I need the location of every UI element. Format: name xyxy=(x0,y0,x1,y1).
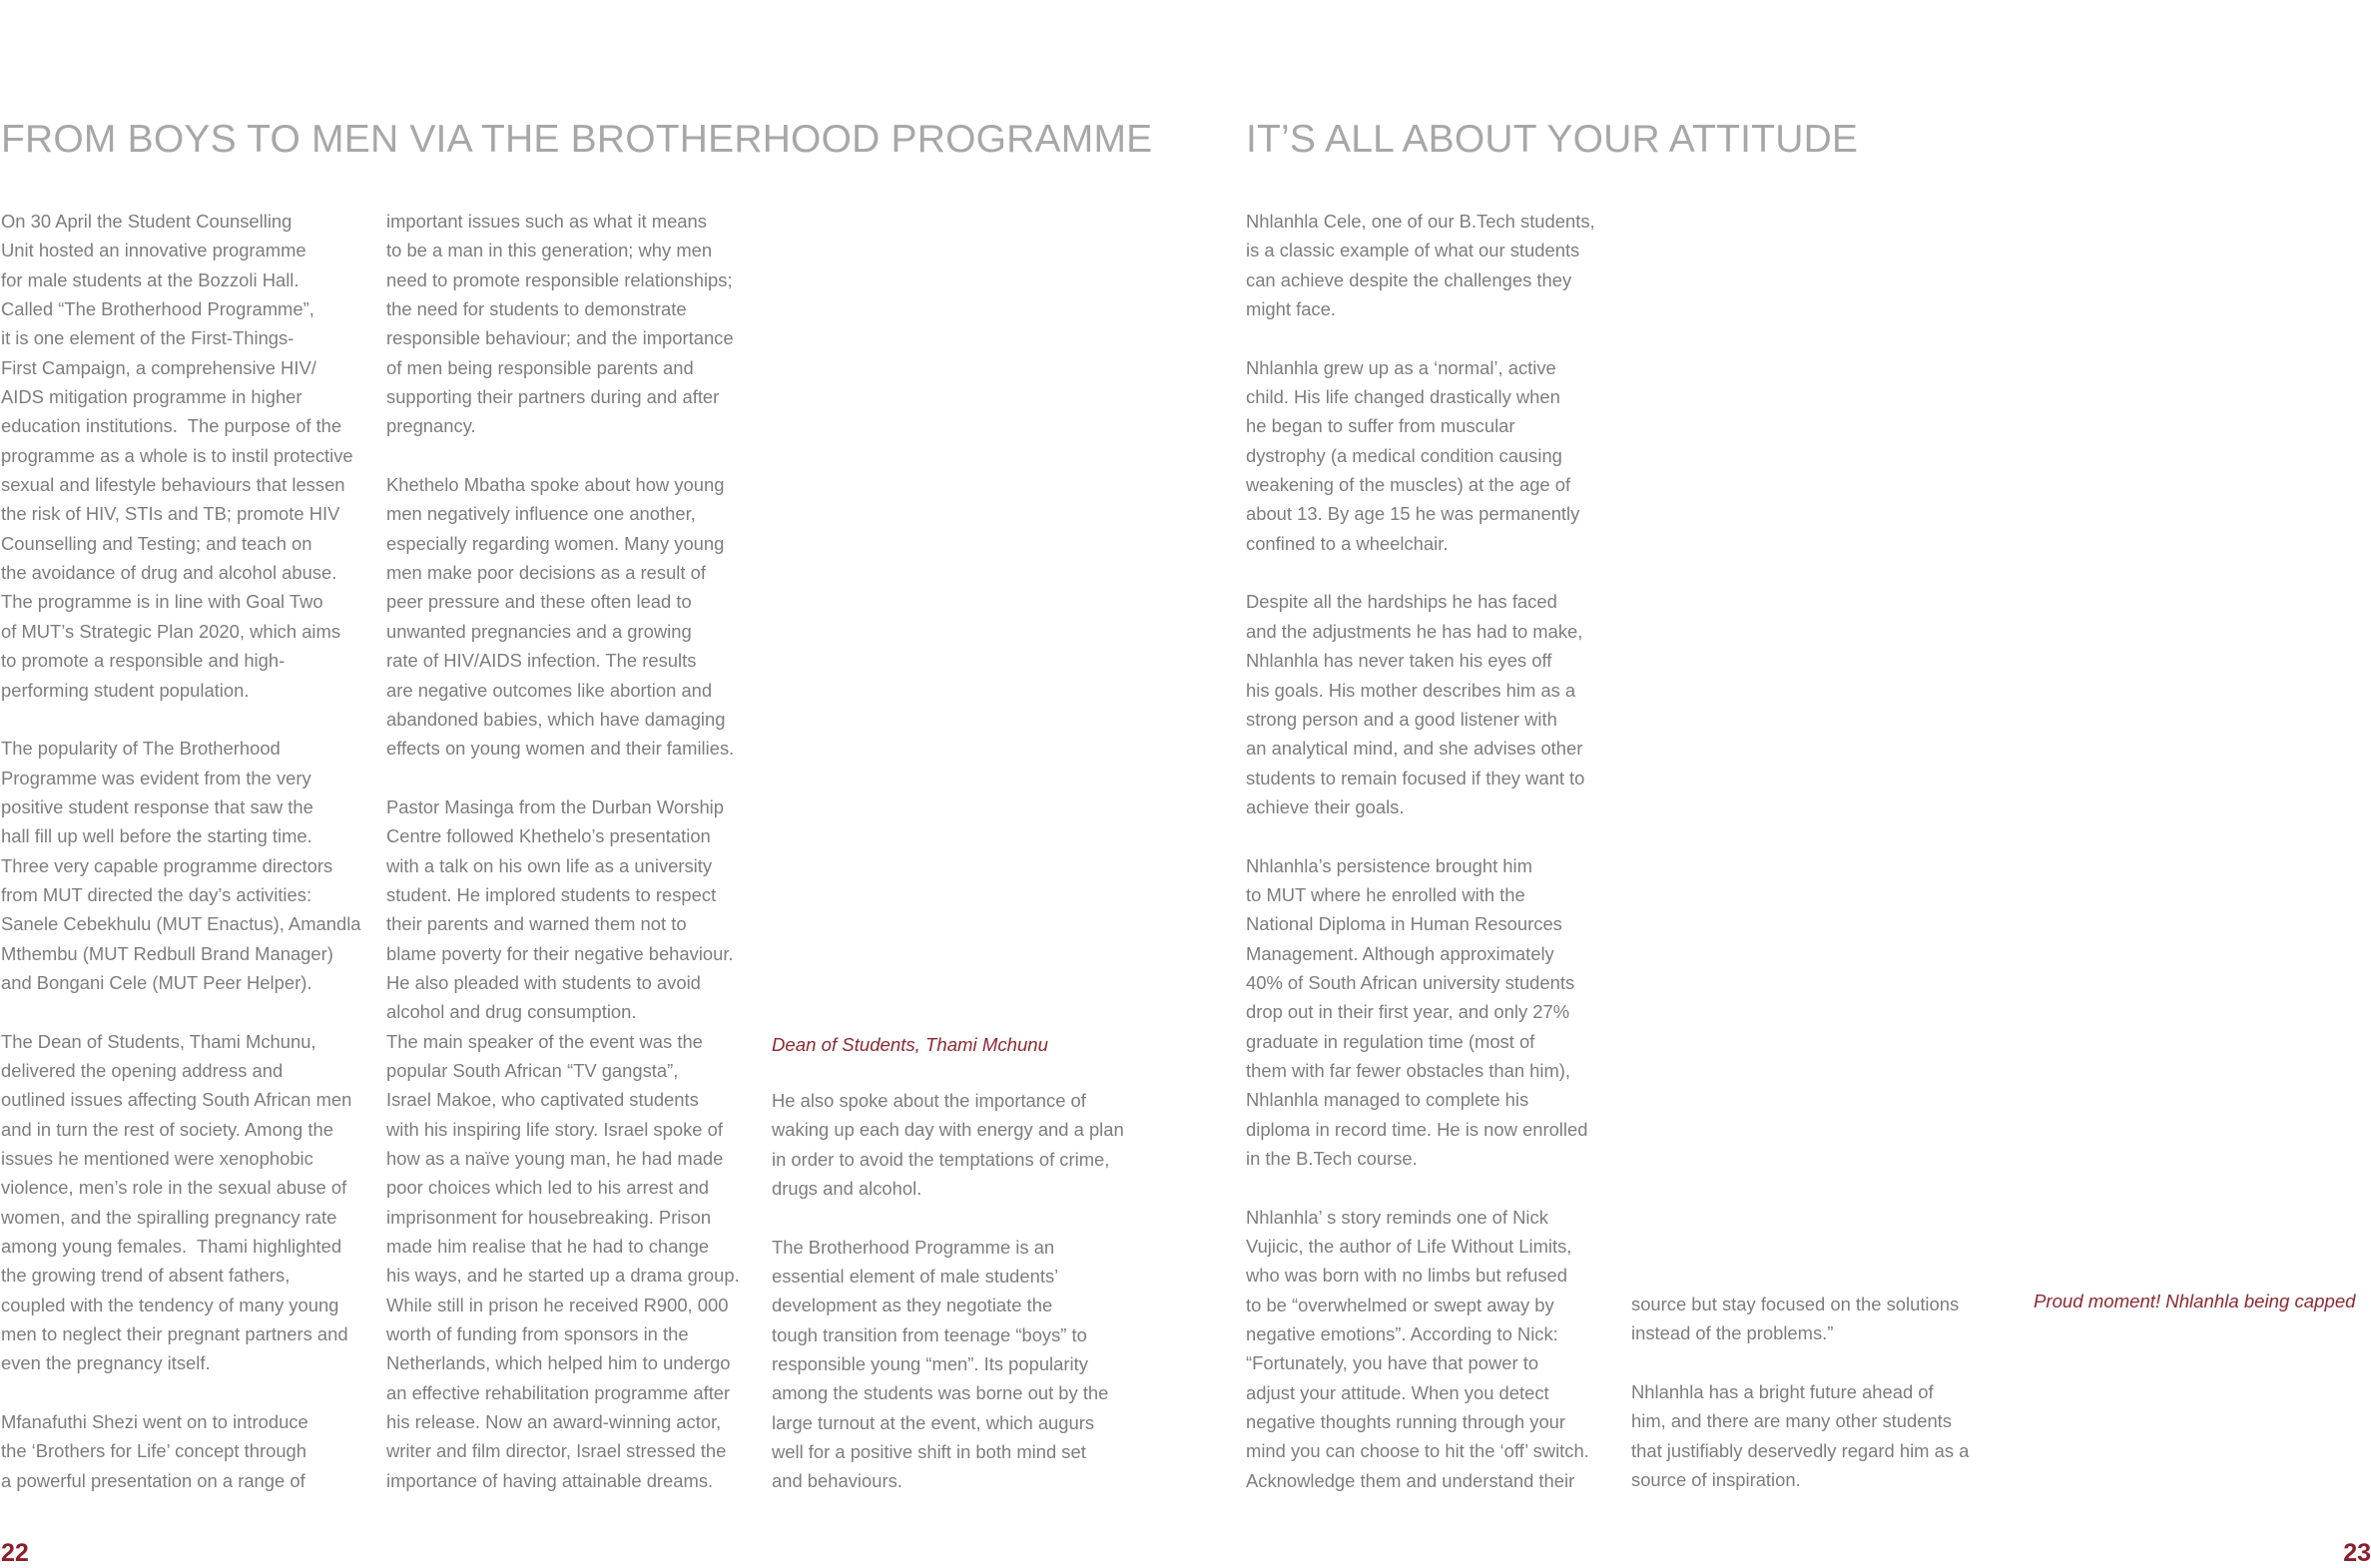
right-page-headline: IT’S ALL ABOUT YOUR ATTITUDE xyxy=(1246,118,1859,161)
left-article-column-1: On 30 April the Student Counselling Unit hosted an innovative programme for male students at the Bozzoli Hall. Called “The Brotherhood Programme”, it is one element of the First-Things- First Campaign, a comprehensive HIV/ AIDS mitigation programme in higher education institutions. The purpose of the programme as a whole is to instil protective sexual and lifestyle behaviours that lessen the risk of HIV, STIs and TB; promote HIV Counselling and Testing; and teach on the avoidance of drug and alcohol abuse. The programme is in line with Goal Two of MUT’s Strategic Plan 2020, which aims to promote a responsible and high- performing student population. The popularity of The Brotherhood Programme was evident from the very positive student response that saw the hall fill up well before the starting time. Three very capable programme directors from MUT directed the day’s activities: Sanele Cebekhulu (MUT Enactus), Amandla Mthembu (MUT Redbull Brand Manager) and Bongani Cele (MUT Peer Helper). The Dean of Students, Thami Mchunu, delivered the opening address and outlined issues affecting South African men and in turn the rest of society. Among the issues he mentioned were xenophobic violence, men’s role in the sexual abuse of women, and the spiralling pregnancy rate among young females. Thami highlighted the growing trend of absent fathers, coupled with the tendency of many young men to neglect their pregnant partners and even the pregnancy itself. Mfanafuthi Shezi went on to introduce the ‘Brothers for Life’ concept through a powerful presentation on a range of xyxy=(1,211,361,1491)
left-article-column-3: He also spoke about the importance of waking up each day with energy and a plan in order to avoid the temptations of crime, drugs and alcohol. The Brotherhood Programme is an essential element of male students’ development as they negotiate the tough transition from teenage “boys” to responsible young “men”. Its popularity among the students was borne out by the large turnout at the event, which augurs well for a positive shift in both mind set and behaviours. xyxy=(772,1090,1124,1492)
page-number-right: 23 xyxy=(2343,1539,2371,1567)
photo-caption-nhlanhla: Proud moment! Nhlanhla being capped xyxy=(2034,1291,2356,1311)
right-article-column-1: Nhlanhla Cele, one of our B.Tech students, is a classic example of what our students can achieve despite the challenges they might face. Nhlanhla grew up as a ‘normal’, active child. His life changed drastically when he began to suffer from muscular dystrophy (a medical condition causing weakening of the muscles) at the age of about 13. By age 15 he was permanently confined to a wheelchair. Despite all the hardships he has faced and the adjustments he has had to make, Nhlanhla has never taken his eyes off his goals. His mother describes him as a strong person and a good listener with an analytical mind, and she advises other students to remain focused if they want to achieve their goals. Nhlanhla’s persistence brought him to MUT where he enrolled with the National Diploma in Human Resources Management. Although approximately 40% of South African university students drop out in their first year, and only 27% graduate in regulation time (most of them with far fewer obstacles than him), Nhlanhla managed to complete his diploma in record time. He is now enrolled in the B.Tech course. Nhlanhla’ s story reminds one of Nick Vujicic, the author of Life Without Limits, who was born with no limbs but refused to be “overwhelmed or swept away by negative emotions”. According to Nick: “Fortunately, you have that power to adjust your attitude. When you detect negative thoughts running through your mind you can choose to hit the ‘off’ switch. Acknowledge them and understand their xyxy=(1246,211,1595,1491)
page-number-left: 22 xyxy=(1,1539,29,1567)
left-article-column-2: important issues such as what it means to be a man in this generation; why men need to promote responsible relationships; the need for students to demonstrate responsible behaviour; and the importance of men being responsible parents and supporting their partners during and after pregnancy. Khethelo Mbatha spoke about how young men negatively influence one another, especially regarding women. Many young men make poor decisions as a result of peer pressure and these often lead to unwanted pregnancies and a growing rate of HIV/AIDS infection. The results are negative outcomes like abortion and abandoned babies, which have damaging effects on young women and their families. Pastor Masinga from the Durban Worship Centre followed Khethelo’s presentation with a talk on his own life as a university student. He implored students to respect their parents and warned them not to blame poverty for their negative behaviour. He also pleaded with students to avoid alcohol and drug consumption. The main speaker of the event was the popular South African “TV gangsta”, Israel Makoe, who captivated students with his inspiring life story. Israel spoke of how as a naïve young man, he had made poor choices which led to his arrest and imprisonment for housebreaking. Prison made him realise that he had to change his ways, and he started up a drama group. While still in prison he received R900, 000 worth of funding from sponsors in the Netherlands, which helped him to undergo an effective rehabilitation programme after his release. Now an award-winning actor, writer and film director, Israel stressed the importance of having attainable dreams. xyxy=(386,211,740,1491)
photo-caption-dean: Dean of Students, Thami Mchunu xyxy=(772,1034,1048,1055)
right-article-column-2: source but stay focused on the solutions instead of the problems.” Nhlanhla has a bright future ahead of him, and there are many other students that justifiably deservedly regard him as a source of inspiration. xyxy=(1631,1294,1970,1491)
left-page-headline: FROM BOYS TO MEN VIA THE BROTHERHOOD PROGRAMME xyxy=(1,118,1153,161)
